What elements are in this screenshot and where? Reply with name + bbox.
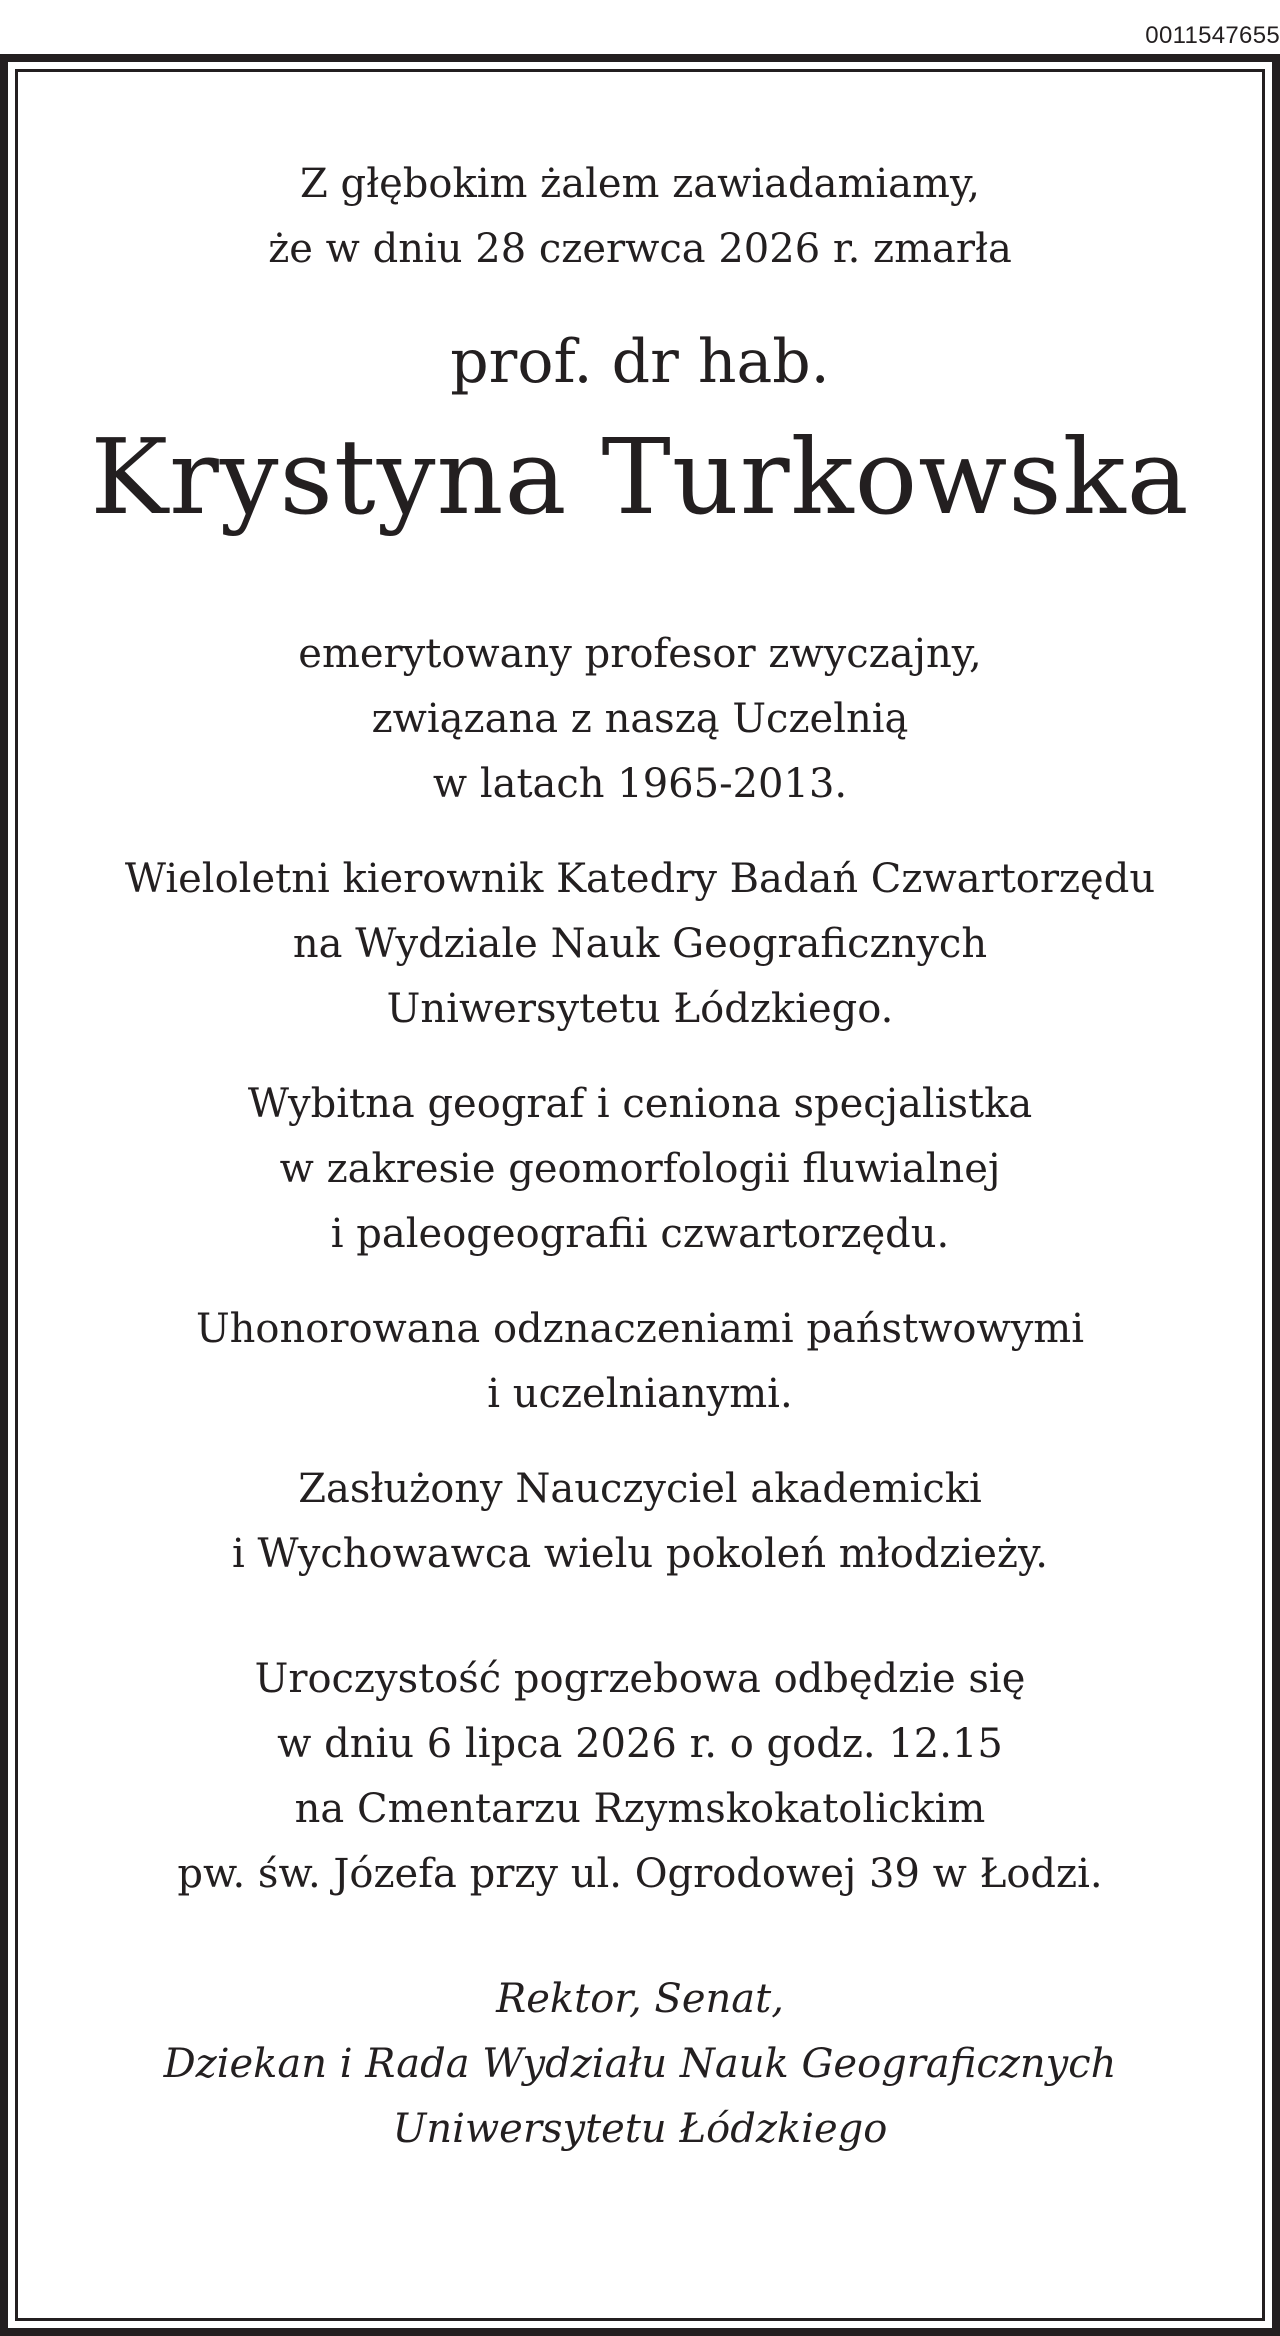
paragraph-line: emerytowany profesor zwyczajny, bbox=[298, 631, 982, 677]
paragraph-career bbox=[18, 622, 1262, 817]
signature bbox=[18, 1967, 1262, 2162]
paragraph-line: Wybitna geograf i ceniona specjalistka bbox=[247, 1081, 1033, 1127]
intro-line: Z głębokim żalem zawiadamiamy, bbox=[300, 161, 980, 207]
paragraph-line: na Cmentarzu Rzymskokatolickim bbox=[294, 1786, 986, 1832]
paragraph-line: Uniwersytetu Łódzkiego. bbox=[386, 986, 894, 1032]
intro-line: że w dniu 28 czerwca 2026 r. zmarła bbox=[268, 226, 1012, 272]
paragraph-line: i paleogeografii czwartorzędu. bbox=[330, 1211, 950, 1257]
paragraph-honors bbox=[18, 1297, 1262, 1427]
intro bbox=[18, 72, 1262, 282]
signature-line: Uniwersytetu Łódzkiego bbox=[392, 2106, 888, 2152]
paragraph-line: w zakresie geomorfologii fluwialnej bbox=[279, 1146, 1001, 1192]
paragraph-line: Zasłużony Nauczyciel akademicki bbox=[298, 1466, 982, 1512]
ad-id: 0011547655 bbox=[1145, 22, 1280, 49]
paragraph-line: i uczelnianymi. bbox=[487, 1371, 793, 1417]
paragraph-position bbox=[18, 847, 1262, 1042]
paragraph-line: Wieloletni kierownik Katedry Badań Czwartorzędu bbox=[124, 856, 1156, 902]
paragraph-line: w latach 1965-2013. bbox=[432, 761, 848, 807]
deceased-name: Krystyna Turkowska bbox=[90, 416, 1190, 538]
paragraph-line: i Wychowawca wielu pokoleń młodzieży. bbox=[232, 1531, 1048, 1577]
paragraph-line: w dniu 6 lipca 2026 r. o godz. 12.15 bbox=[277, 1721, 1003, 1767]
signature-line: Rektor, Senat, bbox=[496, 1976, 784, 2022]
paragraph-expertise bbox=[18, 1072, 1262, 1267]
paragraph-funeral bbox=[18, 1647, 1262, 1907]
paragraph-teacher bbox=[18, 1457, 1262, 1587]
paragraph-line: związana z naszą Uczelnią bbox=[371, 696, 909, 742]
paragraph-line: pw. św. Józefa przy ul. Ogrodowej 39 w Łodzi. bbox=[177, 1851, 1103, 1897]
paragraph-line: Uhonorowana odznaczeniami państwowymi bbox=[195, 1306, 1085, 1352]
paragraph-line: Uroczystość pogrzebowa odbędzie się bbox=[254, 1656, 1026, 1702]
obituary-content bbox=[18, 72, 1262, 2162]
academic-title: prof. dr hab. bbox=[450, 327, 830, 397]
paragraph-line: na Wydziale Nauk Geograficznych bbox=[292, 921, 988, 967]
signature-line: Dziekan i Rada Wydziału Nauk Geograficznych bbox=[163, 2041, 1117, 2087]
